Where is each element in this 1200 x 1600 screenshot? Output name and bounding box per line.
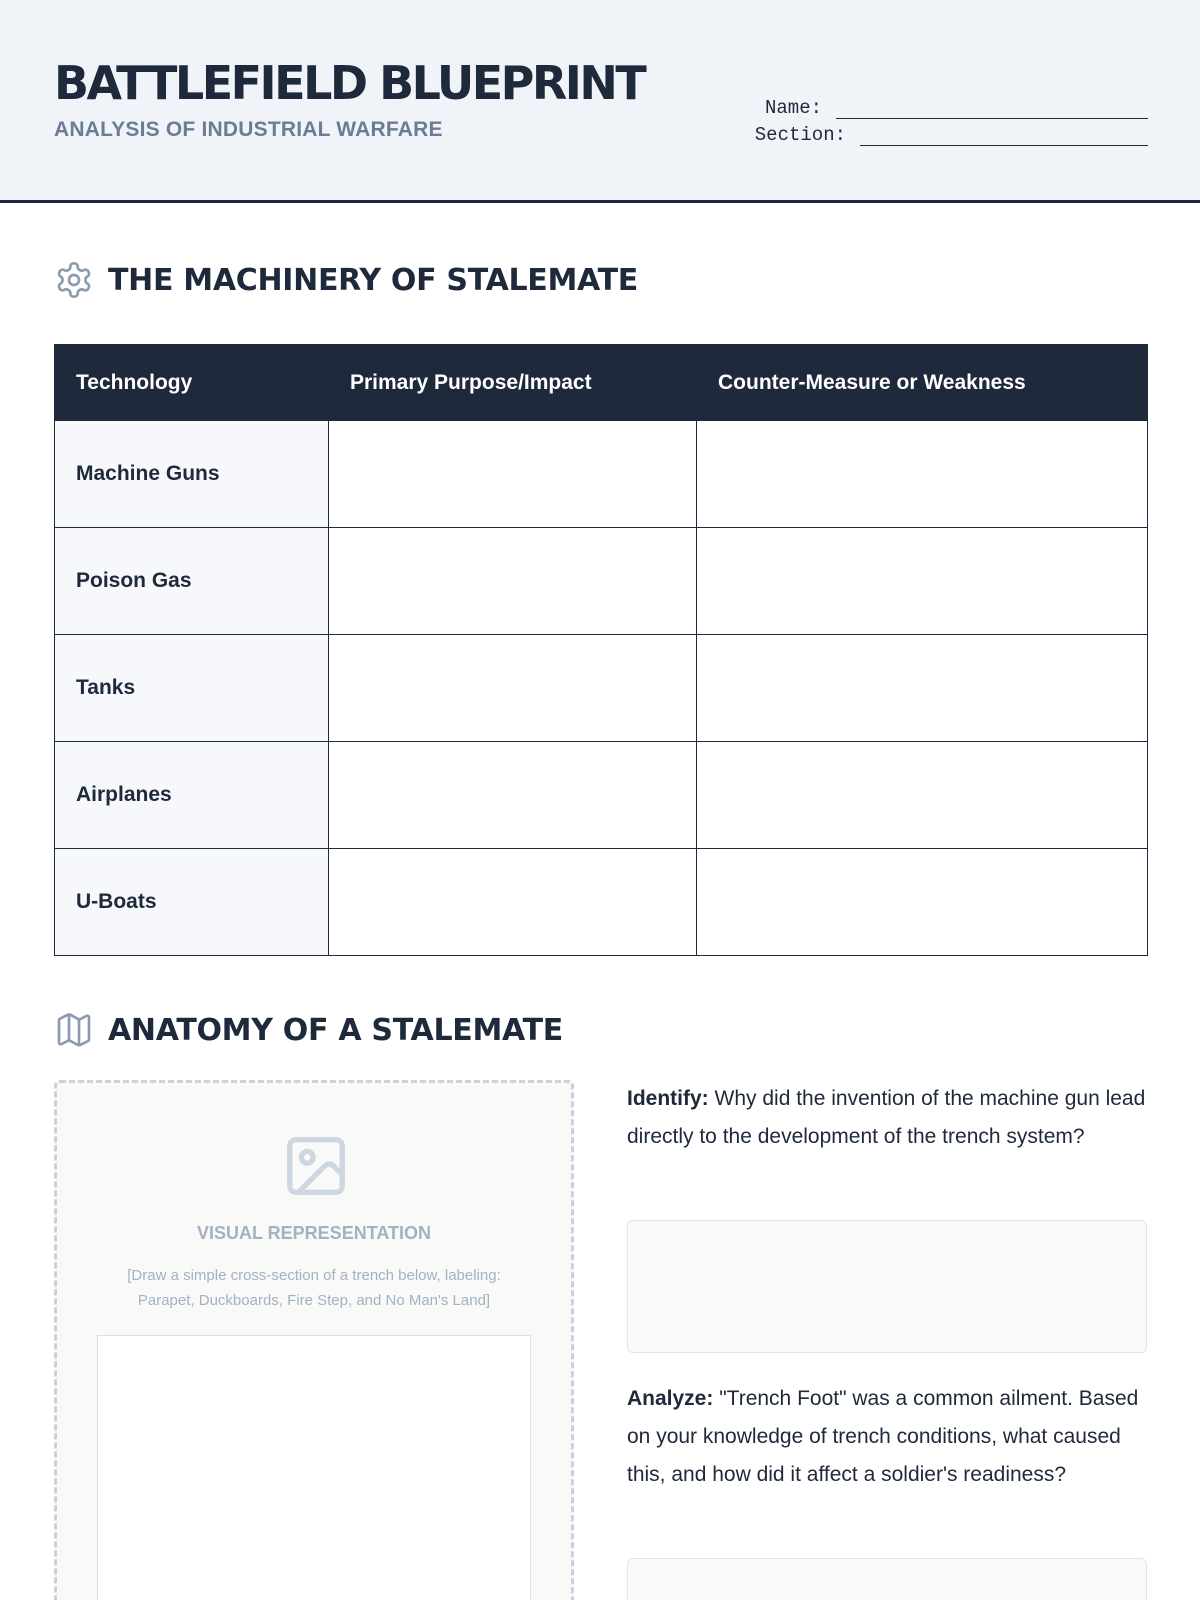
weakness-answer-cell[interactable] — [697, 421, 1148, 528]
section-header-machinery — [54, 260, 638, 300]
technology-cell: Airplanes — [55, 742, 329, 849]
visual-label: VISUAL REPRESENTATION — [196, 1223, 432, 1243]
question-analyze — [627, 1380, 1147, 1494]
name-label: Name: — [764, 97, 822, 119]
drawing-area[interactable] — [97, 1335, 531, 1600]
section-title: THE MACHINERY OF STALEMATE — [108, 262, 639, 298]
name-field-line[interactable] — [836, 101, 1148, 119]
column-header: Primary Purpose/Impact — [329, 345, 697, 421]
document-subtitle: ANALYSIS OF INDUSTRIAL WARFARE — [54, 118, 443, 141]
purpose-answer-cell[interactable] — [329, 849, 697, 956]
question-identify — [627, 1080, 1147, 1156]
section-field-line[interactable] — [860, 128, 1148, 146]
gear-icon — [54, 260, 94, 300]
purpose-answer-cell[interactable] — [329, 635, 697, 742]
document-title: BATTLEFIELD BLUEPRINT — [54, 56, 645, 110]
section-row — [755, 119, 1148, 146]
table-row — [55, 635, 1148, 742]
column-header: Counter-Measure or Weakness — [697, 345, 1148, 421]
image-icon — [281, 1131, 351, 1201]
section-label: Section: — [754, 124, 846, 146]
question-label: Analyze: — [627, 1387, 714, 1410]
weakness-answer-cell[interactable] — [697, 849, 1148, 956]
answer-box-analyze[interactable] — [627, 1558, 1147, 1600]
table-row — [55, 421, 1148, 528]
question-text: "Trench Foot" was a common ailment. Based on your knowledge of trench conditions, what caused this, and how did it affect a soldier's readiness? — [627, 1387, 1139, 1486]
student-info — [755, 92, 1148, 146]
section-header-anatomy — [54, 1010, 563, 1050]
technology-cell: Poison Gas — [55, 528, 329, 635]
table-row — [55, 528, 1148, 635]
table-header-row — [55, 345, 1148, 421]
weakness-answer-cell[interactable] — [697, 635, 1148, 742]
technology-cell: U-Boats — [55, 849, 329, 956]
name-row — [755, 92, 1148, 119]
table-row — [55, 849, 1148, 956]
worksheet-header — [0, 0, 1200, 203]
section-title: ANATOMY OF A STALEMATE — [108, 1012, 563, 1048]
question-label: Identify: — [627, 1087, 709, 1110]
technology-cell: Tanks — [55, 635, 329, 742]
purpose-answer-cell[interactable] — [329, 528, 697, 635]
table-row — [55, 742, 1148, 849]
weakness-answer-cell[interactable] — [697, 528, 1148, 635]
drawing-instructions: [Draw a simple cross-section of a trench below, labeling: Parapet, Duckboards, Fire Step, and No Man's Land] — [127, 1267, 501, 1309]
trench-drawing-panel — [54, 1080, 574, 1600]
purpose-answer-cell[interactable] — [329, 742, 697, 849]
purpose-answer-cell[interactable] — [329, 421, 697, 528]
technology-table — [54, 344, 1148, 956]
answer-box-identify[interactable] — [627, 1220, 1147, 1353]
weakness-answer-cell[interactable] — [697, 742, 1148, 849]
question-text: Why did the invention of the machine gun lead directly to the development of the trench system? — [627, 1087, 1146, 1148]
technology-cell: Machine Guns — [55, 421, 329, 528]
column-header: Technology — [55, 345, 329, 421]
map-icon — [54, 1010, 94, 1050]
